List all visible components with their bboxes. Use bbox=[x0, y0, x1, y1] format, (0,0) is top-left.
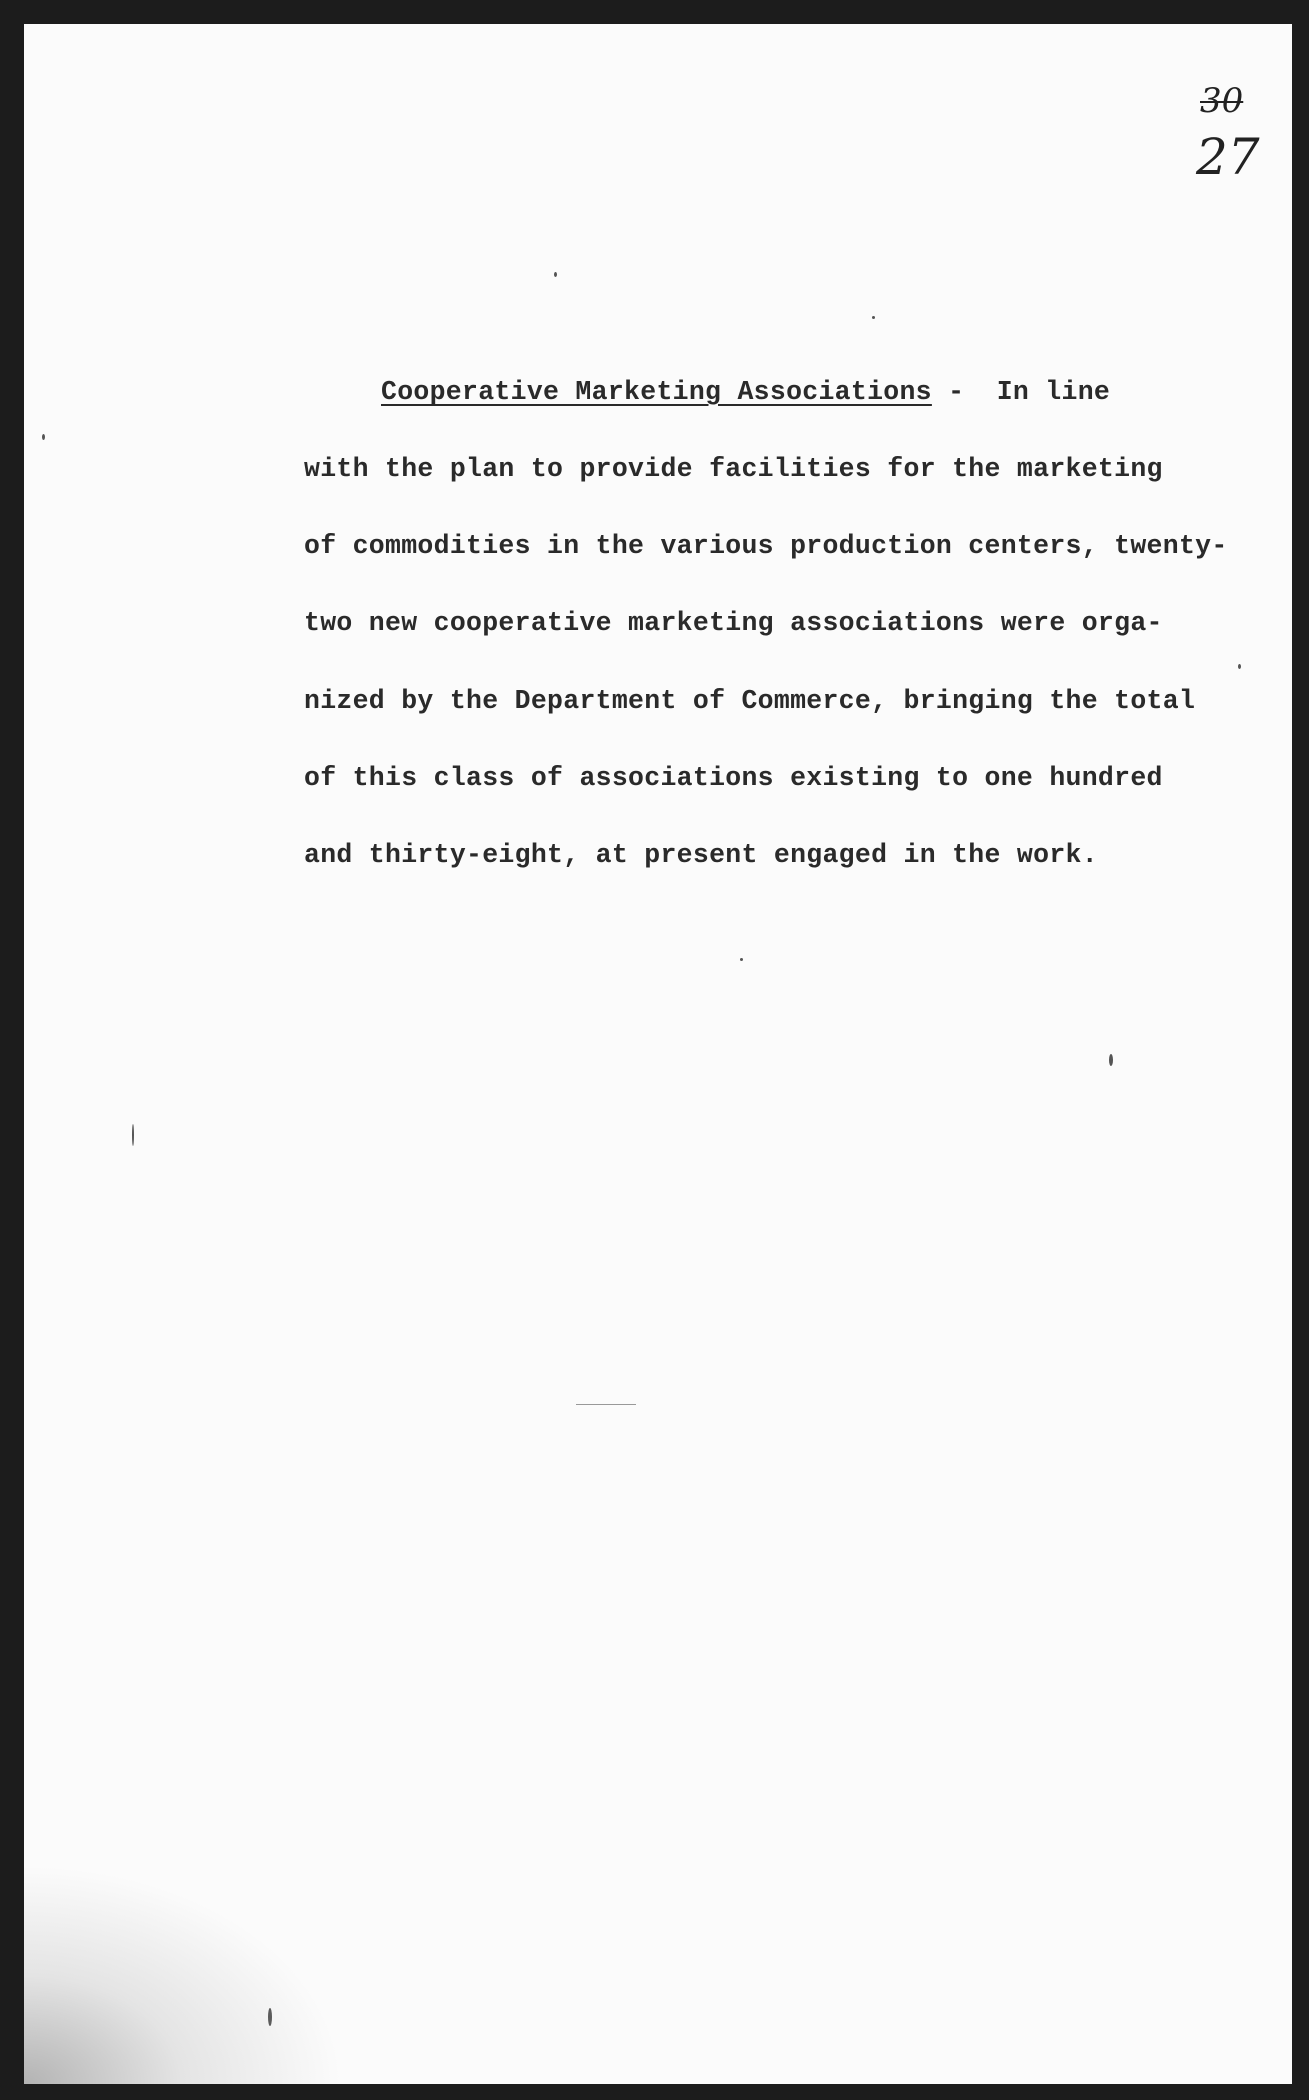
handwritten-struck-number: 30 bbox=[1200, 81, 1244, 121]
heading-tail: - In line bbox=[931, 377, 1111, 407]
paragraph-line: with the plan to provide facilities for the marketing bbox=[304, 454, 1163, 484]
paper-speck bbox=[1109, 1054, 1113, 1066]
paper-speck bbox=[1238, 664, 1241, 669]
paragraph-line: of this class of associations existing to one hundred bbox=[304, 763, 1163, 793]
paper-speck bbox=[42, 434, 45, 440]
paper-speck bbox=[576, 1404, 636, 1405]
paper-speck bbox=[268, 2008, 272, 2026]
paper-speck bbox=[554, 272, 557, 277]
section-heading: Cooperative Marketing Associations bbox=[381, 377, 932, 407]
document-page bbox=[24, 24, 1292, 2084]
handwritten-page-number: 27 bbox=[1196, 128, 1260, 186]
paragraph-line: nized by the Department of Commerce, bringing the total bbox=[304, 686, 1196, 716]
paragraph-first-line bbox=[381, 379, 1110, 406]
paper-speck bbox=[872, 316, 875, 319]
paper-speck bbox=[740, 958, 743, 961]
paper-speck bbox=[132, 1124, 134, 1146]
paragraph-line: and thirty-eight, at present engaged in the work. bbox=[304, 840, 1098, 870]
paragraph-line: two new cooperative marketing associations were orga- bbox=[304, 608, 1163, 638]
paragraph-line: of commodities in the various production centers, twenty- bbox=[304, 531, 1228, 561]
